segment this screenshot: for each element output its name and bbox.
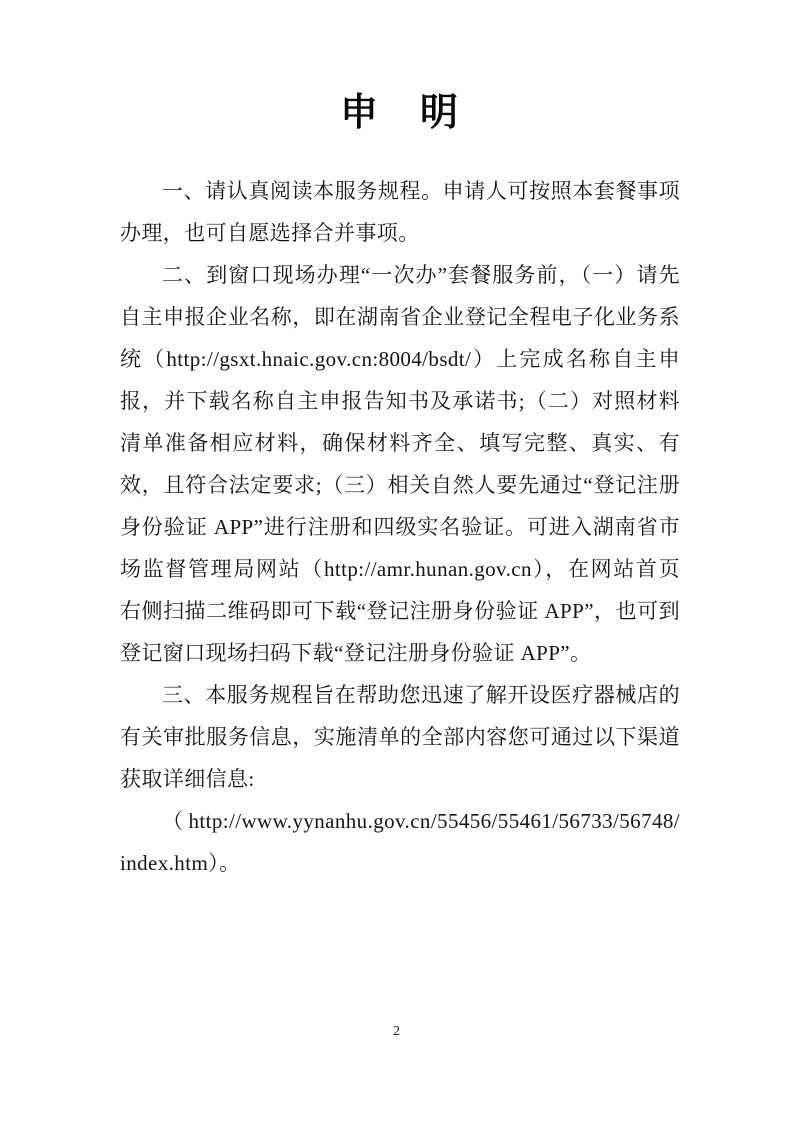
paragraph-1: 一、请认真阅读本服务规程。申请人可按照本套餐事项办理，也可自愿选择合并事项。	[120, 179, 680, 245]
paragraph-2: 二、到窗口现场办理“一次办”套餐服务前，（一）请先自主申报企业名称，即在湖南省企业登记全程电子化业务系统（http://gsxt.hnaic.gov.cn:8004/bsdt/）上完成名称自主申报，并下载名称自主申报告知书及承诺书;（二）对照材料清单准备相应材料，确保材料齐全、填写完整、真实、有效，且符合法定要求;（三）相关自然人要先通过“登记注册身份验证 APP”进行注册和四级实名验证。可进入湖南省市场监督管理局网站（http://amr.hunan.gov.cn），在网站首页右侧扫描二维码即可下载“登记注册身份验证 APP”，也可到登记窗口现场扫码下载“登记注册身份验证 APP”。	[120, 263, 680, 665]
paragraph-3: 三、本服务规程旨在帮助您迅速了解开设医疗器械店的有关审批服务信息，实施清单的全部内容您可通过以下渠道获取详细信息:	[120, 683, 680, 791]
document-body	[120, 170, 680, 884]
page-number: 2	[393, 1024, 400, 1039]
paragraph-url: （http://www.yynanhu.gov.cn/55456/55461/56733/56748/index.htm）。	[120, 809, 680, 875]
page-title: 申 明	[339, 92, 460, 134]
